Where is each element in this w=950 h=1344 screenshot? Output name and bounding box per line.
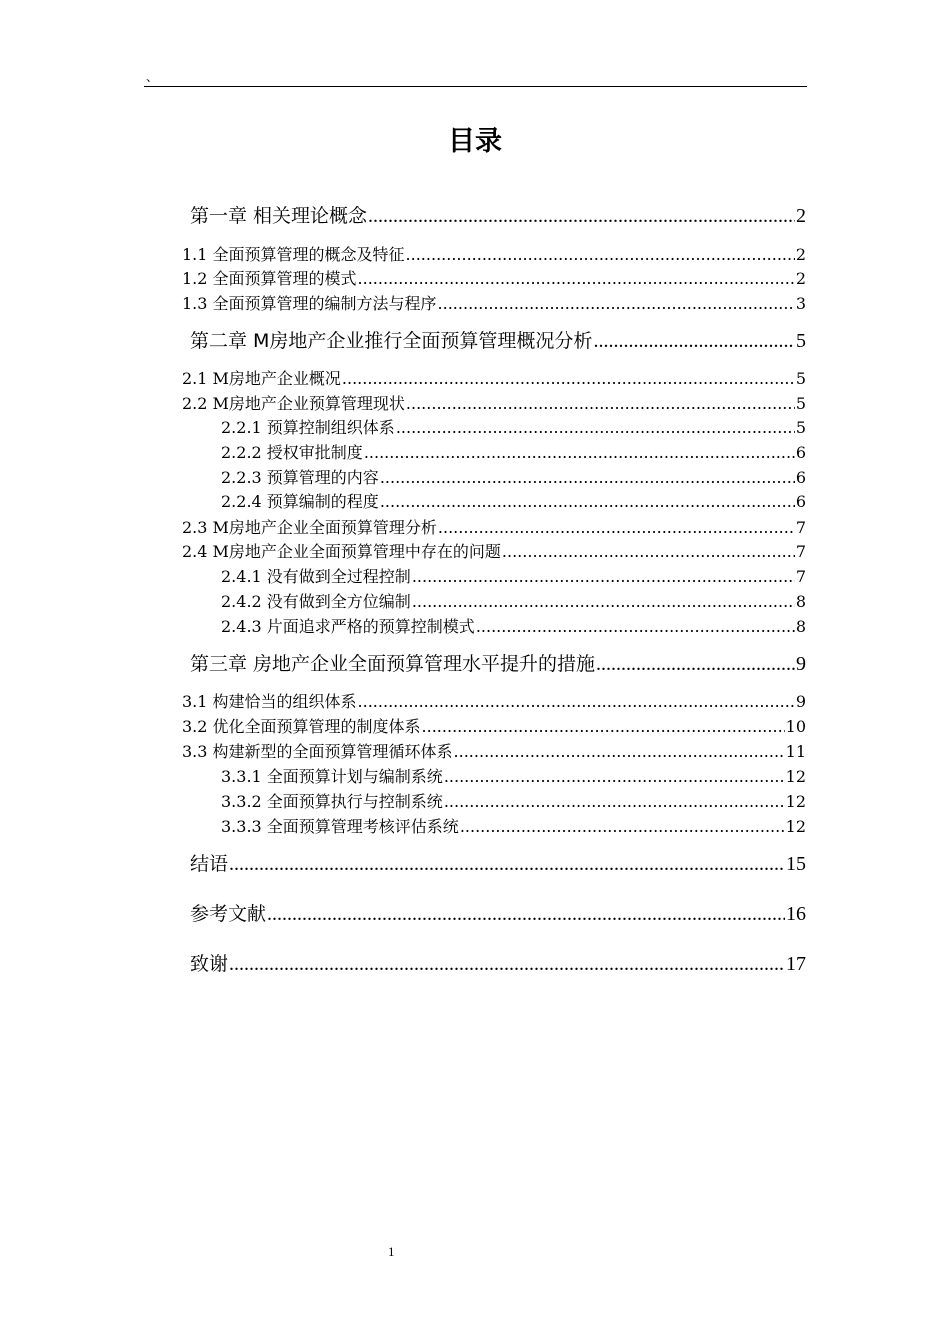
toc-entry[interactable] bbox=[182, 293, 806, 315]
toc-entry-label: 2.1 M房地产企业概况 bbox=[182, 369, 341, 388]
toc-entry-page: 2 bbox=[796, 205, 806, 227]
toc-dot-leader bbox=[454, 741, 785, 763]
toc-entry-page: 8 bbox=[795, 617, 806, 636]
toc-entry[interactable] bbox=[190, 851, 806, 877]
toc-entry-label: 3.1 构建恰当的组织体系 bbox=[182, 692, 357, 711]
toc-entry-label: 3.3.3 全面预算管理考核评估系统 bbox=[221, 817, 459, 836]
toc-entry-page: 5 bbox=[795, 369, 806, 388]
toc-entry-label: 2.3 M房地产企业全面预算管理分析 bbox=[182, 518, 437, 537]
toc-dot-leader bbox=[267, 901, 785, 927]
footer-page-number: 1 bbox=[388, 1244, 395, 1259]
toc-entry-page: 7 bbox=[795, 542, 806, 561]
toc-entry-label: 第三章 房地产企业全面预算管理水平提升的措施 bbox=[190, 653, 596, 675]
toc-dot-leader bbox=[380, 491, 795, 513]
toc-entry-page: 6 bbox=[795, 492, 806, 511]
toc-entry-label: 致谢 bbox=[190, 953, 229, 975]
toc-entry-page: 2 bbox=[795, 245, 806, 264]
toc-entry[interactable] bbox=[221, 491, 806, 513]
toc-entry-page: 7 bbox=[795, 567, 806, 586]
toc-entry[interactable] bbox=[182, 716, 806, 738]
toc-entry[interactable] bbox=[190, 901, 806, 927]
toc-dot-leader bbox=[396, 417, 795, 439]
toc-dot-leader bbox=[444, 791, 785, 813]
toc-dot-leader bbox=[406, 393, 795, 415]
toc-entry-label: 2.2.2 授权审批制度 bbox=[221, 443, 363, 462]
toc-dot-leader bbox=[593, 328, 795, 354]
toc-entry[interactable] bbox=[182, 268, 806, 290]
toc-dot-leader bbox=[368, 203, 795, 229]
toc-entry[interactable] bbox=[182, 541, 806, 563]
toc-dot-leader bbox=[358, 268, 795, 290]
toc-entry-page: 10 bbox=[785, 717, 806, 736]
toc-dot-leader bbox=[358, 691, 795, 713]
toc-dot-leader bbox=[444, 766, 785, 788]
toc-title: 目录 bbox=[448, 126, 502, 157]
toc-dot-leader bbox=[596, 651, 795, 677]
toc-entry-page: 2 bbox=[795, 269, 806, 288]
toc-entry-label: 2.2.4 预算编制的程度 bbox=[221, 492, 379, 511]
toc-entry[interactable] bbox=[221, 566, 806, 588]
toc-entry[interactable] bbox=[182, 691, 806, 713]
toc-entry-page: 8 bbox=[795, 592, 806, 611]
toc-entry-page: 3 bbox=[795, 294, 806, 313]
toc-entry-label: 结语 bbox=[190, 853, 229, 875]
toc-entry-page: 15 bbox=[786, 853, 806, 875]
toc-entry-label: 3.3 构建新型的全面预算管理循环体系 bbox=[182, 742, 453, 761]
toc-entry[interactable] bbox=[182, 741, 806, 763]
toc-entry-label: 1.1 全面预算管理的概念及特征 bbox=[182, 245, 405, 264]
toc-entry-label: 第一章 相关理论概念 bbox=[190, 205, 368, 227]
toc-entry[interactable] bbox=[221, 467, 806, 489]
toc-entry-page: 12 bbox=[785, 817, 806, 836]
toc-entry-page: 9 bbox=[796, 653, 806, 675]
toc-entry[interactable] bbox=[221, 591, 806, 613]
toc-entry[interactable] bbox=[190, 651, 806, 677]
toc-entry-label: 2.4 M房地产企业全面预算管理中存在的问题 bbox=[182, 542, 501, 561]
toc-entry[interactable] bbox=[221, 816, 806, 838]
toc-entry-label: 3.2 优化全面预算管理的制度体系 bbox=[182, 717, 421, 736]
header-mark: 、 bbox=[146, 70, 159, 84]
toc-dot-leader bbox=[412, 566, 795, 588]
toc-dot-leader bbox=[438, 517, 795, 539]
toc-dot-leader bbox=[342, 368, 795, 390]
toc-entry-page: 6 bbox=[795, 468, 806, 487]
toc-dot-leader bbox=[406, 244, 795, 266]
toc-dot-leader bbox=[229, 851, 785, 877]
toc-entry-page: 5 bbox=[795, 394, 806, 413]
toc-dot-leader bbox=[229, 951, 785, 977]
toc-dot-leader bbox=[380, 467, 795, 489]
toc-entry[interactable] bbox=[182, 368, 806, 390]
toc-entry-page: 17 bbox=[786, 953, 806, 975]
toc-entry[interactable] bbox=[221, 442, 806, 464]
toc-entry-label: 2.4.3 片面追求严格的预算控制模式 bbox=[221, 617, 475, 636]
toc-entry[interactable] bbox=[221, 791, 806, 813]
toc-entry-page: 5 bbox=[795, 418, 806, 437]
toc-entry[interactable] bbox=[182, 517, 806, 539]
header-rule bbox=[144, 86, 807, 87]
toc-entry-label: 2.2.3 预算管理的内容 bbox=[221, 468, 379, 487]
toc-entry-label: 2.2 M房地产企业预算管理现状 bbox=[182, 394, 405, 413]
toc-entry-page: 9 bbox=[795, 692, 806, 711]
toc-entry-page: 16 bbox=[786, 903, 806, 925]
toc-dot-leader bbox=[422, 716, 785, 738]
toc-dot-leader bbox=[460, 816, 785, 838]
toc-dot-leader bbox=[364, 442, 795, 464]
toc-entry[interactable] bbox=[190, 203, 806, 229]
toc-entry-label: 第二章 M房地产企业推行全面预算管理概况分析 bbox=[190, 330, 593, 352]
toc-entry-page: 7 bbox=[795, 518, 806, 537]
toc-entry[interactable] bbox=[182, 393, 806, 415]
toc-dot-leader bbox=[412, 591, 795, 613]
toc-entry-label: 1.3 全面预算管理的编制方法与程序 bbox=[182, 294, 437, 313]
toc-entry-label: 2.4.1 没有做到全过程控制 bbox=[221, 567, 411, 586]
toc-entry-page: 6 bbox=[795, 443, 806, 462]
toc-entry-page: 5 bbox=[796, 330, 806, 352]
toc-entry[interactable] bbox=[221, 766, 806, 788]
toc-dot-leader bbox=[502, 541, 795, 563]
toc-entry[interactable] bbox=[221, 616, 806, 638]
toc-entry-page: 12 bbox=[785, 792, 806, 811]
toc-entry[interactable] bbox=[190, 328, 806, 354]
toc-entry-label: 参考文献 bbox=[190, 903, 267, 925]
toc-entry[interactable] bbox=[221, 417, 806, 439]
toc-entry-label: 1.2 全面预算管理的模式 bbox=[182, 269, 357, 288]
toc-entry-page: 11 bbox=[785, 742, 806, 761]
toc-entry-page: 12 bbox=[785, 767, 806, 786]
toc-dot-leader bbox=[438, 293, 795, 315]
toc-entry-label: 3.3.2 全面预算执行与控制系统 bbox=[221, 792, 443, 811]
toc-entry[interactable] bbox=[190, 951, 806, 977]
toc-entry-label: 2.2.1 预算控制组织体系 bbox=[221, 418, 395, 437]
toc-entry[interactable] bbox=[182, 244, 806, 266]
toc-entry-label: 3.3.1 全面预算计划与编制系统 bbox=[221, 767, 443, 786]
toc-entry-label: 2.4.2 没有做到全方位编制 bbox=[221, 592, 411, 611]
toc-dot-leader bbox=[476, 616, 795, 638]
